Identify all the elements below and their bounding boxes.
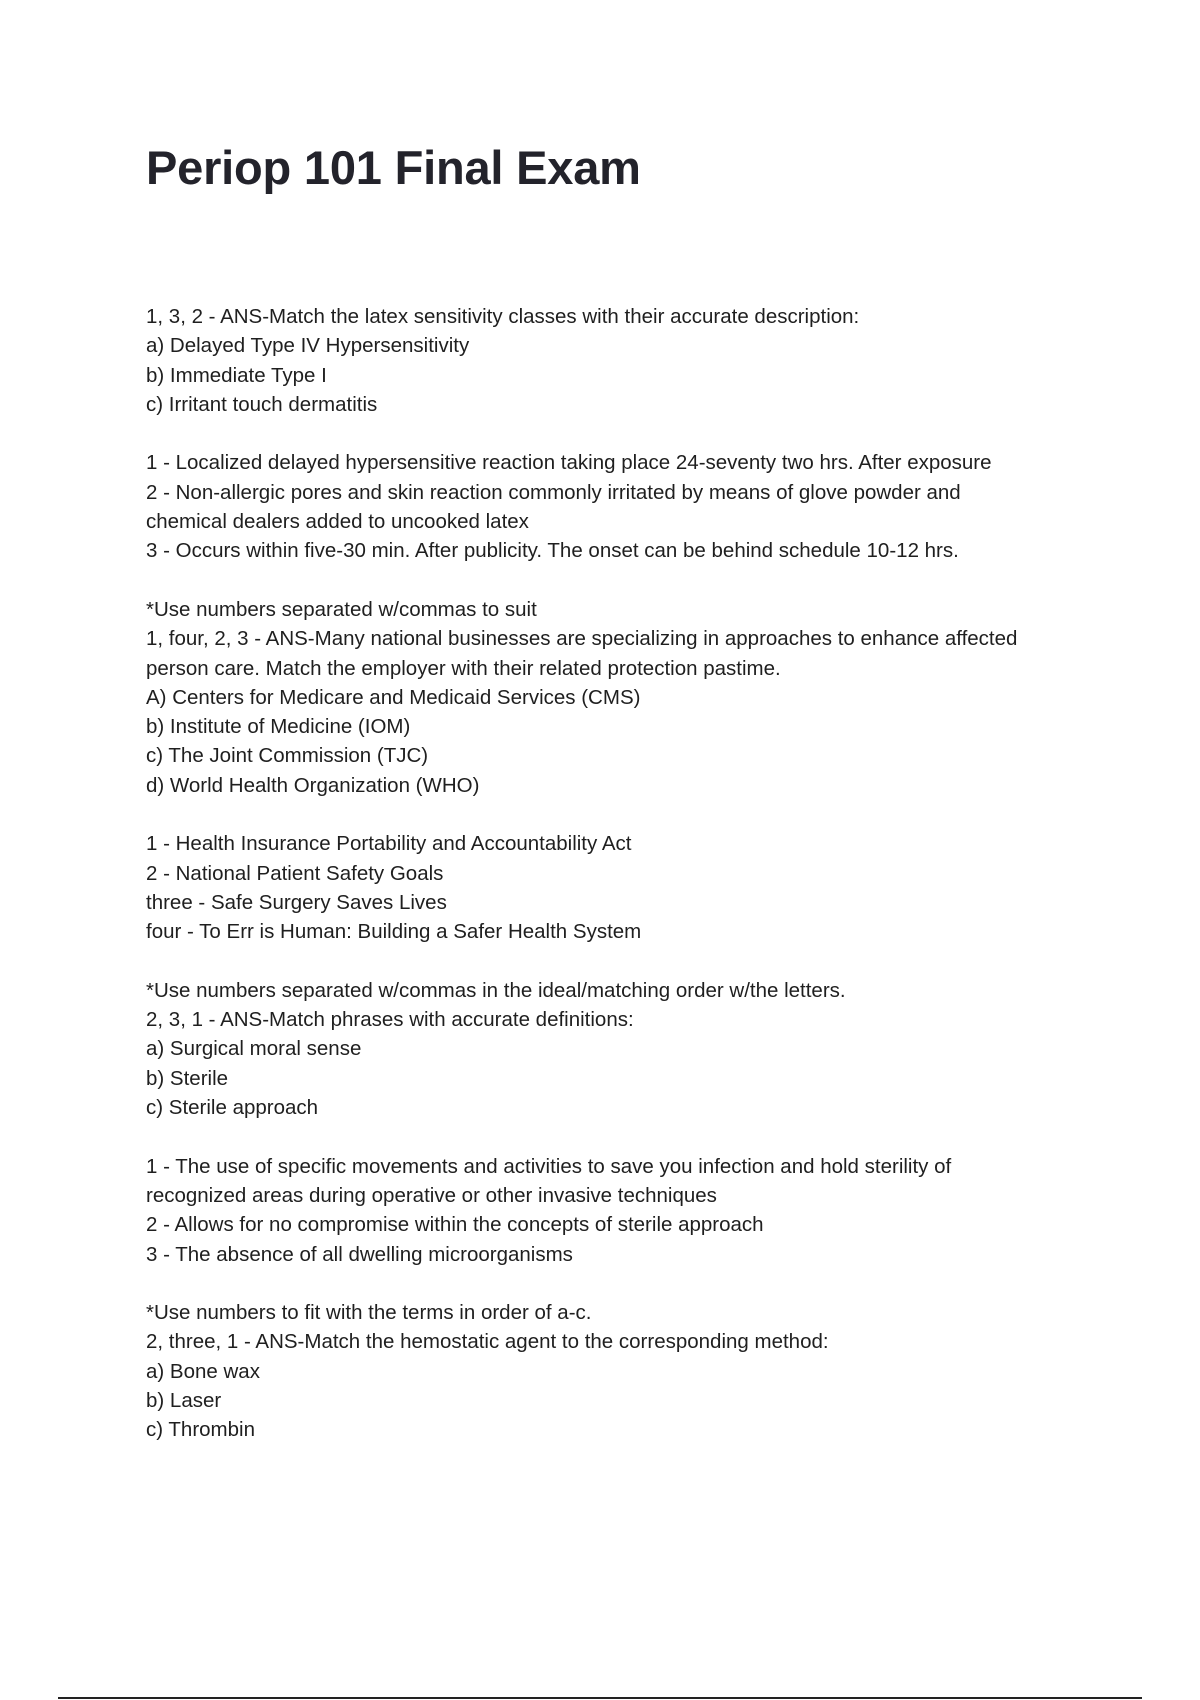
- text-line: d) World Health Organization (WHO): [146, 773, 480, 797]
- text-line: *Use numbers separated w/commas to suit: [146, 597, 537, 621]
- text-line: b) Laser: [146, 1388, 222, 1412]
- text-line: a) Delayed Type IV Hypersensitivity: [146, 334, 470, 358]
- text-line: 2 - Non-allergic pores and skin reaction commonly irritated by means of glove powder and: [146, 480, 961, 504]
- text-line: 2 - Allows for no compromise within the concepts of sterile approach: [146, 1213, 764, 1237]
- paragraph-gap: [146, 566, 1106, 595]
- text-line: c) Irritant touch dermatitis: [146, 392, 378, 416]
- text-line: b) Sterile: [146, 1066, 229, 1090]
- text-line: 1 - Health Insurance Portability and Accountability Act: [146, 832, 632, 856]
- text-line: a) Surgical moral sense: [146, 1037, 362, 1061]
- text-line: 1 - Localized delayed hypersensitive reaction taking place 24-seventy two hrs. After exposure: [146, 451, 992, 475]
- text-line: 3 - Occurs within five-30 min. After publicity. The onset can be behind schedule 10-12 hrs.: [146, 539, 959, 563]
- text-line: A) Centers for Medicare and Medicaid Services (CMS): [146, 685, 641, 709]
- paragraph-gap: [146, 1122, 1106, 1151]
- text-line: 2 - National Patient Safety Goals: [146, 861, 444, 885]
- text-line: person care. Match the employer with their related protection pastime.: [146, 656, 781, 680]
- text-line: four - To Err is Human: Building a Safer Health System: [146, 920, 642, 944]
- text-line: recognized areas during operative or other invasive techniques: [146, 1183, 717, 1207]
- text-line: b) Immediate Type I: [146, 363, 327, 387]
- text-line: 2, three, 1 - ANS-Match the hemostatic agent to the corresponding method:: [146, 1330, 829, 1354]
- text-line: *Use numbers separated w/commas in the ideal/matching order w/the letters.: [146, 978, 846, 1002]
- paragraph-gap: [146, 419, 1106, 448]
- text-line: 1, 3, 2 - ANS-Match the latex sensitivity classes with their accurate description:: [146, 305, 860, 328]
- text-line: chemical dealers added to uncooked latex: [146, 510, 529, 534]
- text-line: 2, 3, 1 - ANS-Match phrases with accurate definitions:: [146, 1008, 634, 1032]
- text-line: 1 - The use of specific movements and activities to save you infection and hold sterility of: [146, 1154, 952, 1178]
- text-line: 3 - The absence of all dwelling microorganisms: [146, 1242, 573, 1266]
- paragraph-gap: [146, 1269, 1106, 1298]
- page-title: Periop 101 Final Exam: [146, 141, 641, 194]
- text-line: c) Sterile approach: [146, 1096, 319, 1120]
- text-line: 1, four, 2, 3 - ANS-Many national businesses are specializing in approaches to enhance affected: [146, 627, 1018, 651]
- footer-divider: [58, 1697, 1142, 1699]
- document-body: [146, 302, 1106, 1445]
- text-line: *Use numbers to fit with the terms in order of a-c.: [146, 1301, 592, 1325]
- paragraph-gap: [146, 800, 1106, 829]
- text-line: three - Safe Surgery Saves Lives: [146, 890, 447, 914]
- text-line: c) The Joint Commission (TJC): [146, 744, 429, 768]
- text-line: b) Institute of Medicine (IOM): [146, 715, 411, 739]
- text-line: c) Thrombin: [146, 1418, 255, 1442]
- text-line: a) Bone wax: [146, 1359, 260, 1383]
- paragraph-gap: [146, 947, 1106, 976]
